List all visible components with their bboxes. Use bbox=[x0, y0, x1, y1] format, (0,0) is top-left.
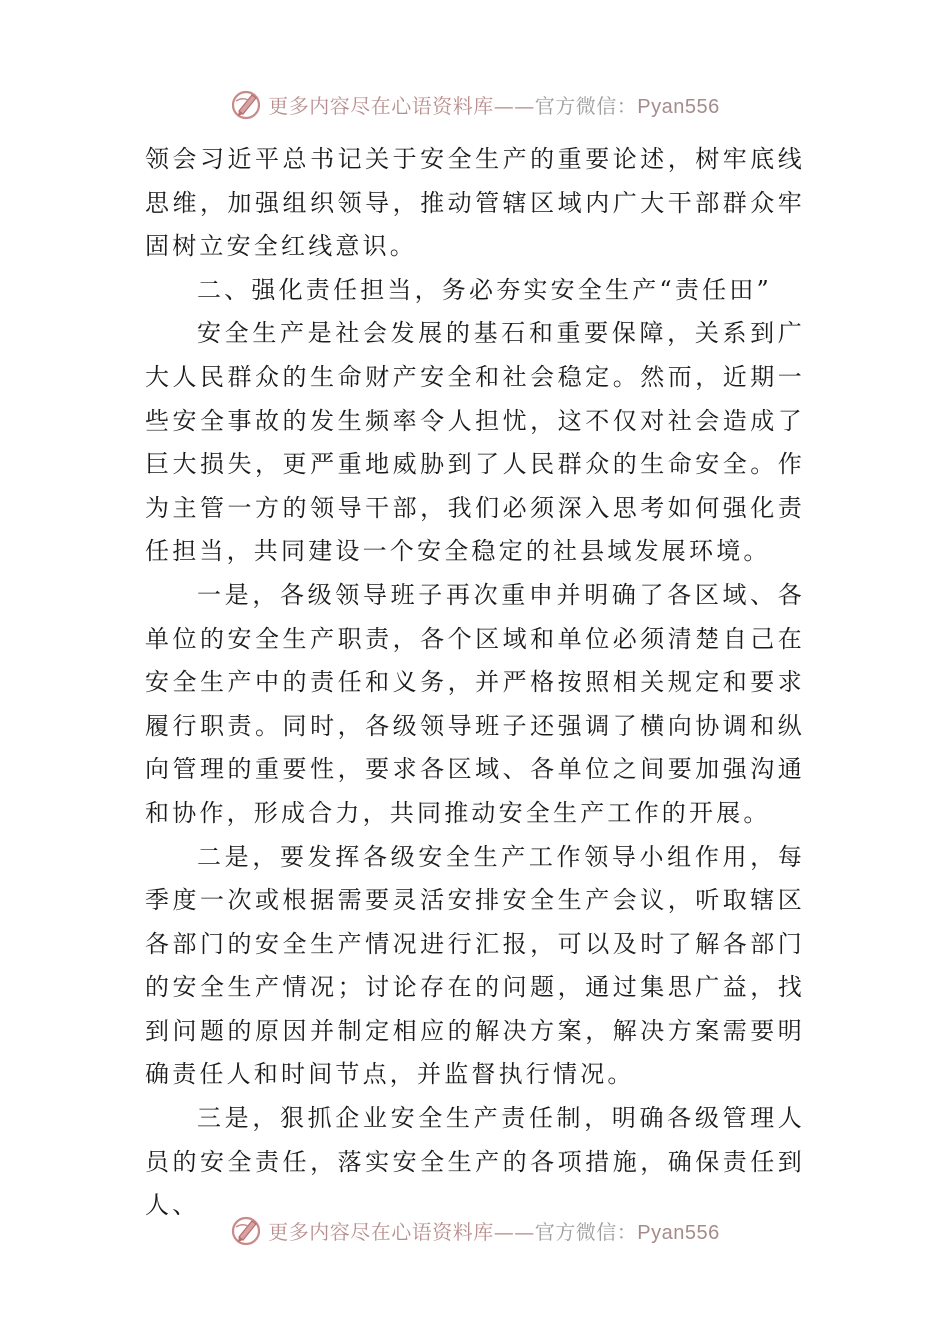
paragraph: 一是，各级领导班子再次重申并明确了各区域、各单位的安全生产职责，各个区域和单位必须清楚自己在安全生产中的责任和义务，并严格按照相关规定和要求履行职责。同时，各级领导班子还强调了横向协调和纵向管理的重要性，要求各区域、各单位之间要加强沟通和协作，形成合力，共同推动安全生产工作的开展。 bbox=[145, 580, 805, 827]
footer-banner bbox=[0, 1210, 950, 1250]
footer-label: 官方微信： bbox=[534, 1219, 638, 1244]
paragraph: 安全生产是社会发展的基石和重要保障，关系到广大人民群众的生命财产安全和社会稳定。然而，近期一些安全事故的发生频率令人担忧，这不仅对社会造成了巨大损失，更严重地威胁到了人民群众的生命安全。作为主管一方的领导干部，我们必须深入思考如何强化责任担当，共同建设一个安全稳定的社县域发展环境。 bbox=[145, 319, 805, 566]
footer-text bbox=[268, 1216, 719, 1245]
section-heading: 二、强化责任担当，务必夯实安全生产“责任田” bbox=[197, 275, 772, 304]
paragraph: 二是，要发挥各级安全生产工作领导小组作用，每季度一次或根据需要灵活安排安全生产会议，听取辖区各部门的安全生产情况进行汇报，可以及时了解各部门的安全生产情况；讨论存在的问题，通过集思广益，找到问题的原因并制定相应的解决方案，解决方案需要明确责任人和时间节点，并监督执行情况。 bbox=[145, 842, 805, 1089]
footer-dash: —— bbox=[493, 1219, 535, 1244]
header-banner bbox=[0, 84, 950, 124]
header-wechat-id: Pyan556 bbox=[637, 95, 720, 118]
footer-site-text: 更多内容尽在心语资料库 bbox=[268, 1219, 494, 1244]
header-label: 官方微信： bbox=[534, 93, 638, 118]
header-text bbox=[268, 90, 719, 119]
pen-logo-icon bbox=[230, 87, 264, 121]
paragraph: 三是，狠抓企业安全生产责任制，明确各级管理人员的安全责任，落实安全生产的各项措施，确保责任到人、 bbox=[145, 1104, 805, 1220]
document-body bbox=[145, 138, 805, 1228]
header-dash: —— bbox=[493, 93, 535, 118]
header-site-text: 更多内容尽在心语资料库 bbox=[268, 93, 494, 118]
paragraph-continuation: 领会习近平总书记关于安全生产的重要论述，树牢底线思维，加强组织领导，推动管辖区域内广大干部群众牢固树立安全红线意识。 bbox=[145, 145, 805, 261]
footer-wechat-id: Pyan556 bbox=[637, 1221, 720, 1244]
pen-logo-icon bbox=[230, 1213, 264, 1247]
